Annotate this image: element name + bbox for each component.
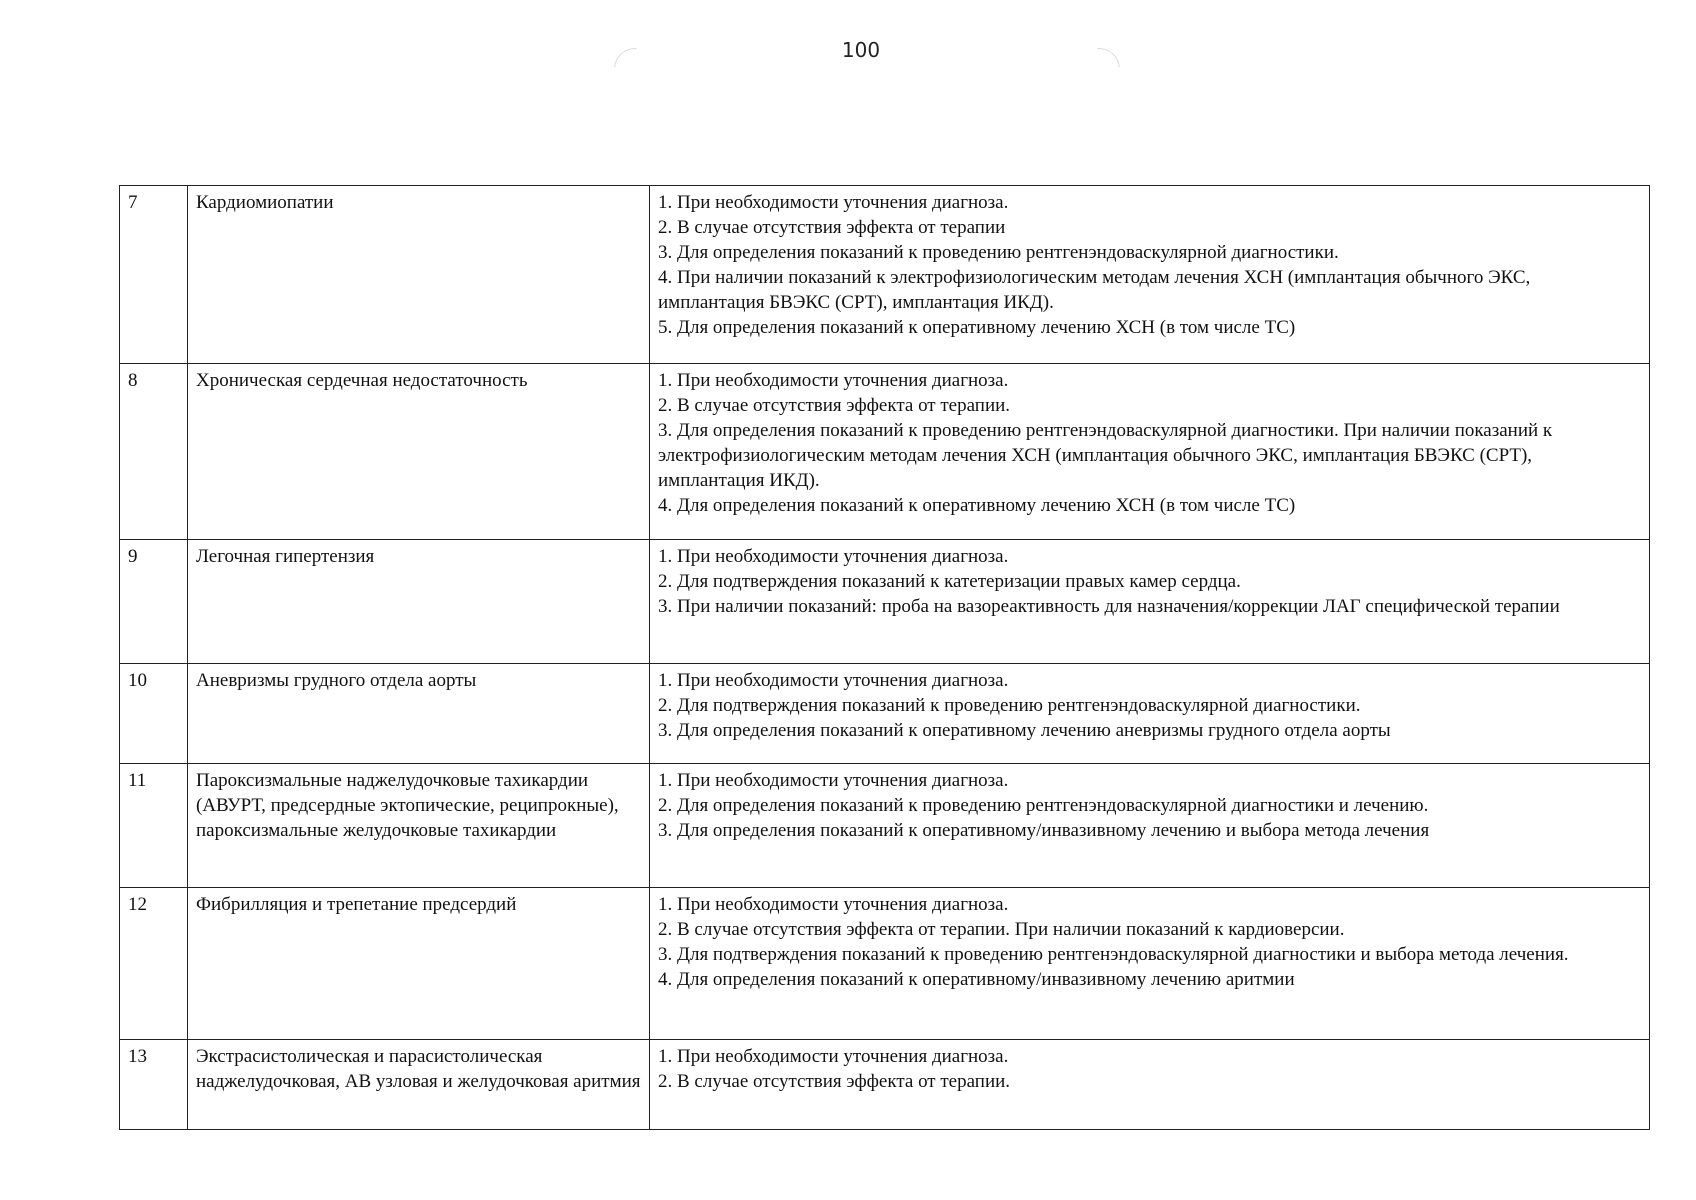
indication-item: 3. Для определения показаний к оперативному/инвазивному лечению и выбора метода лечения xyxy=(658,820,1430,841)
indication-item: 3. Для определения показаний к оперативному лечению аневризмы грудного отдела аорты xyxy=(658,720,1391,741)
row-number: 10 xyxy=(120,664,188,764)
indication-item: 1. При необходимости уточнения диагноза. xyxy=(658,1046,1009,1067)
indication-item: 1. При необходимости уточнения диагноза. xyxy=(658,370,1009,391)
indication-item: 3. Для определения показаний к проведению рентгенэндоваскулярной диагностики. xyxy=(658,242,1339,263)
indication-item: 2. В случае отсутствия эффекта от терапии xyxy=(658,217,1006,238)
indication-item: 2. В случае отсутствия эффекта от терапии. xyxy=(658,1071,1011,1092)
table-row xyxy=(120,186,1650,364)
indication-item: 3. Для определения показаний к проведению рентгенэндоваскулярной диагностики. При наличии показаний к электрофизиологическим методам лечения ХСН (имплантация обычного ЭКС, имплантация БВЭКС (СРТ), имплантация ИКД). xyxy=(658,420,1553,491)
row-number: 12 xyxy=(120,888,188,1040)
indications-table xyxy=(119,185,1650,1130)
disease-name: Фибрилляция и трепетание предсердий xyxy=(188,888,650,1040)
table-row xyxy=(120,540,1650,664)
indication-item: 1. При необходимости уточнения диагноза. xyxy=(658,192,1009,213)
indication-item: 2. Для подтверждения показаний к катетеризации правых камер сердца. xyxy=(658,571,1241,592)
indication-item: 3. Для подтверждения показаний к проведению рентгенэндоваскулярной диагностики и выбора метода лечения. xyxy=(658,944,1569,965)
indications-cell xyxy=(650,664,1650,764)
disease-name: Аневризмы грудного отдела аорты xyxy=(188,664,650,764)
row-number: 8 xyxy=(120,364,188,540)
row-number: 9 xyxy=(120,540,188,664)
indication-item: 1. При необходимости уточнения диагноза. xyxy=(658,546,1009,567)
disease-name: Пароксизмальные наджелудочковые тахикардии (АВУРТ, предсердные эктопические, реципрокные), пароксизмальные желудочковые тахикардии xyxy=(188,764,650,888)
table-row xyxy=(120,664,1650,764)
indication-item: 2. В случае отсутствия эффекта от терапии. При наличии показаний к кардиоверсии. xyxy=(658,919,1345,940)
row-number: 13 xyxy=(120,1040,188,1130)
indication-item: 1. При необходимости уточнения диагноза. xyxy=(658,894,1009,915)
indications-cell xyxy=(650,764,1650,888)
table-row xyxy=(120,364,1650,540)
table-row xyxy=(120,1040,1650,1130)
table-row xyxy=(120,764,1650,888)
indication-item: 4. При наличии показаний к электрофизиологическим методам лечения ХСН (имплантация обычного ЭКС, имплантация БВЭКС (СРТ), имплантация ИКД). xyxy=(658,267,1531,313)
indication-item: 2. В случае отсутствия эффекта от терапии. xyxy=(658,395,1011,416)
table-row xyxy=(120,888,1650,1040)
indications-cell xyxy=(650,364,1650,540)
indication-item: 4. Для определения показаний к оперативному лечению ХСН (в том числе ТС) xyxy=(658,495,1296,516)
row-number: 7 xyxy=(120,186,188,364)
indication-item: 2. Для подтверждения показаний к проведению рентгенэндоваскулярной диагностики. xyxy=(658,695,1361,716)
indications-cell xyxy=(650,186,1650,364)
indication-item: 4. Для определения показаний к оперативному/инвазивному лечению аритмии xyxy=(658,969,1295,990)
indication-item: 3. При наличии показаний: проба на вазореактивность для назначения/коррекции ЛАГ специфической терапии xyxy=(658,596,1560,617)
indication-item: 1. При необходимости уточнения диагноза. xyxy=(658,670,1009,691)
indication-item: 5. Для определения показаний к оперативному лечению ХСН (в том числе ТС) xyxy=(658,317,1296,338)
indications-cell xyxy=(650,888,1650,1040)
indication-item: 1. При необходимости уточнения диагноза. xyxy=(658,770,1009,791)
disease-name: Легочная гипертензия xyxy=(188,540,650,664)
indication-item: 2. Для определения показаний к проведению рентгенэндоваскулярной диагностики и лечению. xyxy=(658,795,1429,816)
disease-name: Экстрасистолическая и парасистолическая наджелудочковая, АВ узловая и желудочковая аритмия xyxy=(188,1040,650,1130)
indications-cell xyxy=(650,540,1650,664)
disease-name: Хроническая сердечная недостаточность xyxy=(188,364,650,540)
disease-name: Кардиомиопатии xyxy=(188,186,650,364)
indications-cell xyxy=(650,1040,1650,1130)
page-number: 100 xyxy=(841,38,881,62)
row-number: 11 xyxy=(120,764,188,888)
